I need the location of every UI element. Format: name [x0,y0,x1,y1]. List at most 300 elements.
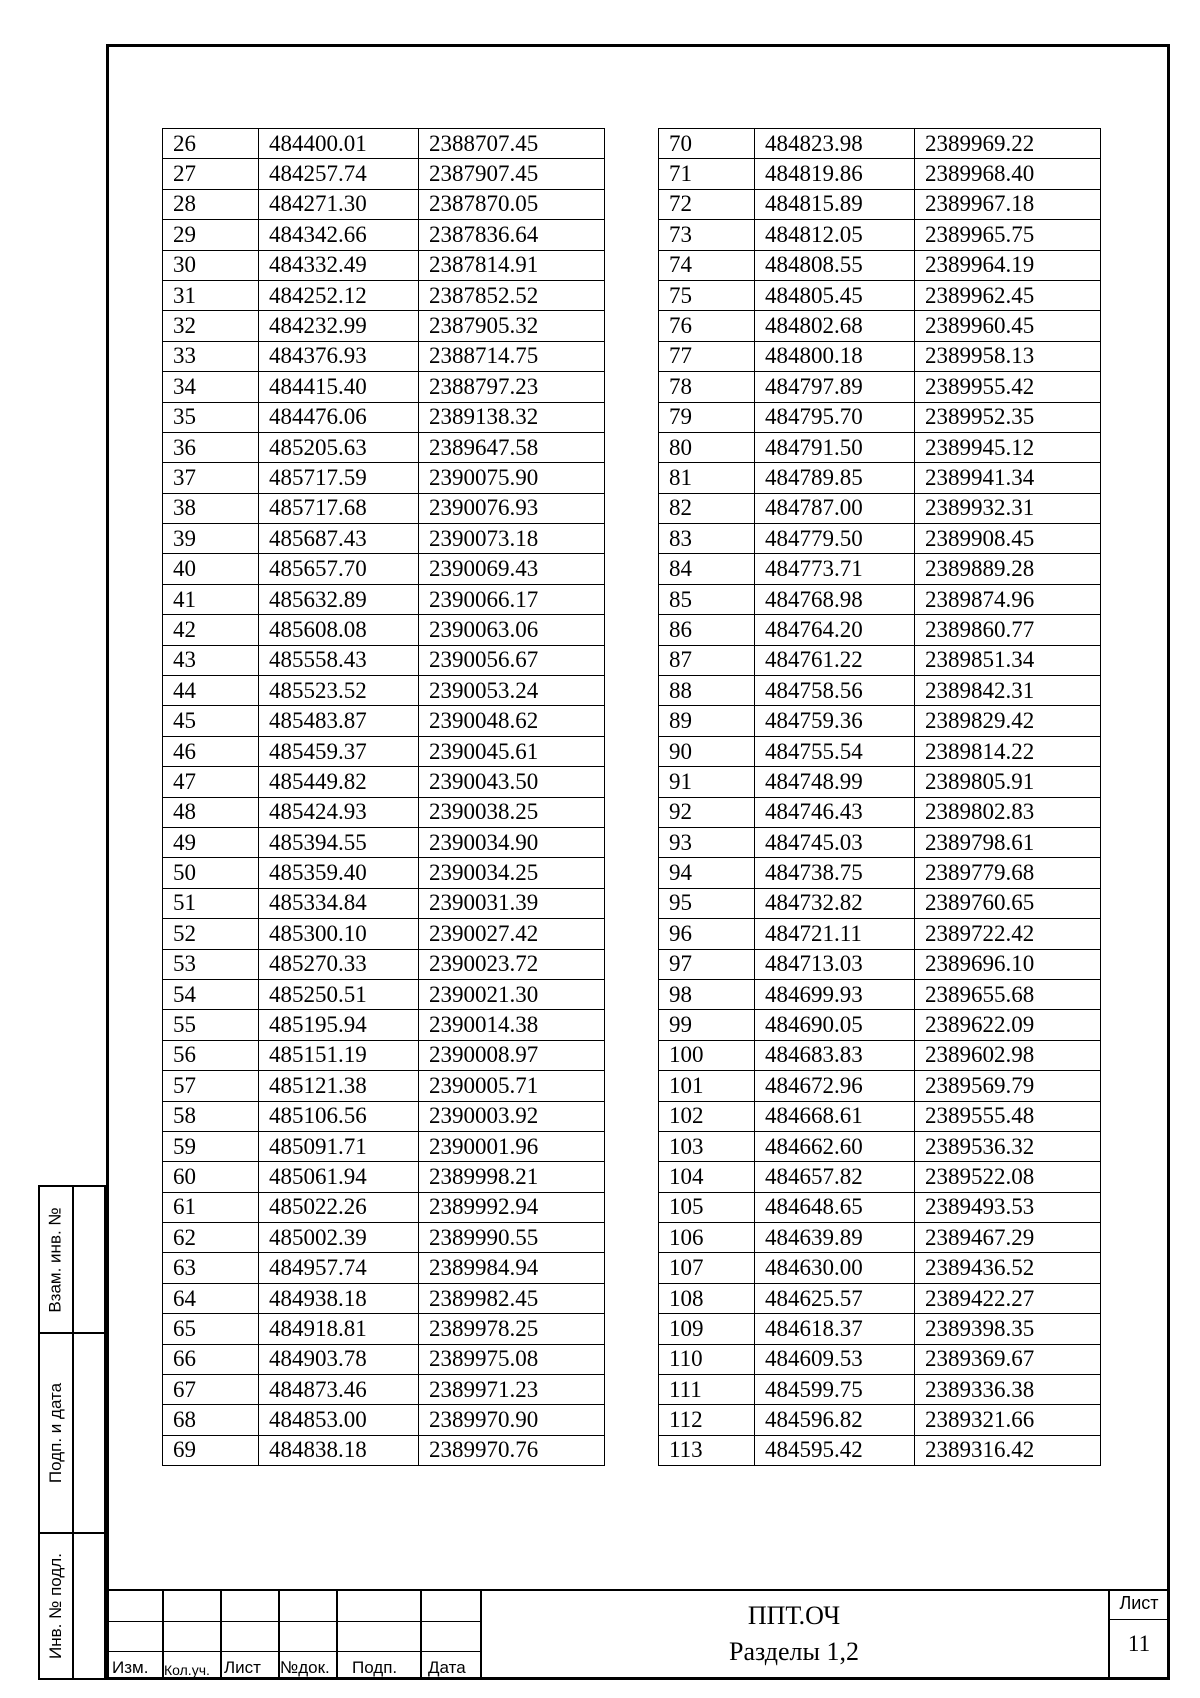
point-number: 67 [163,1375,259,1405]
coord-y: 2390075.90 [419,463,605,493]
coord-y: 2389965.75 [915,220,1101,250]
table-row [163,1344,605,1374]
coord-y: 2387852.52 [419,280,605,310]
coord-y: 2389622.09 [915,1010,1101,1040]
coord-y: 2389467.29 [915,1223,1101,1253]
table-row [659,1253,1101,1283]
table-row [659,1405,1101,1435]
coord-y: 2390053.24 [419,676,605,706]
table-row [163,1131,605,1161]
point-number: 83 [659,524,755,554]
table-row [163,615,605,645]
coord-x: 484873.46 [259,1375,419,1405]
coord-x: 484415.40 [259,372,419,402]
coord-y: 2389336.38 [915,1375,1101,1405]
coord-x: 484800.18 [755,341,915,371]
coord-y: 2389555.48 [915,1101,1101,1131]
point-number: 64 [163,1283,259,1313]
point-number: 95 [659,888,755,918]
point-number: 111 [659,1375,755,1405]
table-row [659,1314,1101,1344]
coord-y: 2390003.92 [419,1101,605,1131]
coord-x: 484779.50 [755,524,915,554]
coord-y: 2390023.72 [419,949,605,979]
coord-y: 2389970.90 [419,1405,605,1435]
coord-x: 485270.33 [259,949,419,979]
table-row [659,341,1101,371]
point-number: 52 [163,919,259,949]
table-row [659,706,1101,736]
table-row [659,554,1101,584]
table-row [659,979,1101,1009]
point-number: 53 [163,949,259,979]
table-row [659,1010,1101,1040]
table-row [659,250,1101,280]
table-row [659,1435,1101,1465]
point-number: 36 [163,432,259,462]
point-number: 61 [163,1192,259,1222]
point-number: 73 [659,220,755,250]
point-number: 49 [163,827,259,857]
point-number: 109 [659,1314,755,1344]
table-row [163,706,605,736]
table-row [659,220,1101,250]
coord-x: 485717.68 [259,493,419,523]
coord-x: 484903.78 [259,1344,419,1374]
point-number: 59 [163,1131,259,1161]
coord-x: 484232.99 [259,311,419,341]
coord-y: 2389422.27 [915,1283,1101,1313]
point-number: 34 [163,372,259,402]
coord-y: 2390001.96 [419,1131,605,1161]
coord-y: 2389722.42 [915,919,1101,949]
coord-y: 2390034.90 [419,827,605,857]
coord-y: 2389970.76 [419,1435,605,1465]
stamp-label-data: Дата [428,1658,466,1677]
table-row [163,1253,605,1283]
table-row [163,372,605,402]
point-number: 97 [659,949,755,979]
table-row [659,1101,1101,1131]
coord-y: 2389962.45 [915,280,1101,310]
title-block [106,1589,1170,1680]
point-number: 92 [659,797,755,827]
table-row [659,402,1101,432]
coord-y: 2389889.28 [915,554,1101,584]
table-row [659,372,1101,402]
table-row [163,1283,605,1313]
point-number: 113 [659,1435,755,1465]
point-number: 32 [163,311,259,341]
coord-x: 484758.56 [755,676,915,706]
table-row [163,736,605,766]
coord-x: 485608.08 [259,615,419,645]
table-row [659,432,1101,462]
table-row [659,1040,1101,1070]
table-row [163,189,605,219]
coord-x: 484257.74 [259,159,419,189]
table-row [163,797,605,827]
table-row [163,341,605,371]
document-title: Разделы 1,2 [728,1637,859,1666]
point-number: 96 [659,919,755,949]
table-row [659,1192,1101,1222]
table-row [163,129,605,159]
table-row [659,949,1101,979]
coord-x: 485687.43 [259,524,419,554]
coord-x: 484599.75 [755,1375,915,1405]
table-row [163,1314,605,1344]
coord-x: 484596.82 [755,1405,915,1435]
point-number: 91 [659,767,755,797]
coord-x: 484815.89 [755,189,915,219]
point-number: 39 [163,524,259,554]
coord-x: 485205.63 [259,432,419,462]
coord-x: 484853.00 [259,1405,419,1435]
point-number: 50 [163,858,259,888]
coord-y: 2389522.08 [915,1162,1101,1192]
coord-y: 2389990.55 [419,1223,605,1253]
coord-y: 2390005.71 [419,1071,605,1101]
coord-x: 484795.70 [755,402,915,432]
coord-y: 2388714.75 [419,341,605,371]
coord-x: 484755.54 [755,736,915,766]
table-row [659,736,1101,766]
coord-y: 2389569.79 [915,1071,1101,1101]
point-number: 94 [659,858,755,888]
coord-x: 484819.86 [755,159,915,189]
point-number: 78 [659,372,755,402]
document-code: ППТ.ОЧ [747,1601,841,1630]
coord-x: 484791.50 [755,432,915,462]
table-row [163,1192,605,1222]
coord-y: 2389369.67 [915,1344,1101,1374]
table-row [163,1071,605,1101]
point-number: 68 [163,1405,259,1435]
coord-x: 484746.43 [755,797,915,827]
point-number: 99 [659,1010,755,1040]
table-row [163,493,605,523]
coord-y: 2389760.65 [915,888,1101,918]
coord-x: 485091.71 [259,1131,419,1161]
point-number: 79 [659,402,755,432]
point-number: 29 [163,220,259,250]
coord-y: 2389958.13 [915,341,1101,371]
coord-x: 484683.83 [755,1040,915,1070]
table-row [163,1435,605,1465]
point-number: 70 [659,129,755,159]
coord-x: 484761.22 [755,645,915,675]
stamp-label-ndok: №док. [280,1658,330,1677]
point-number: 102 [659,1101,755,1131]
coord-y: 2388797.23 [419,372,605,402]
table-row [163,463,605,493]
coord-x: 484732.82 [755,888,915,918]
coord-y: 2390048.62 [419,706,605,736]
coord-y: 2390034.25 [419,858,605,888]
coord-x: 484918.81 [259,1314,419,1344]
coord-x: 485022.26 [259,1192,419,1222]
point-number: 110 [659,1344,755,1374]
coord-x: 484764.20 [755,615,915,645]
coord-x: 485300.10 [259,919,419,949]
point-number: 28 [163,189,259,219]
coord-x: 484672.96 [755,1071,915,1101]
coord-x: 484699.93 [755,979,915,1009]
coord-x: 485151.19 [259,1040,419,1070]
coord-y: 2389829.42 [915,706,1101,736]
table-row [163,1040,605,1070]
side-field-inv-podl [38,1532,106,1680]
table-row [163,858,605,888]
table-row [163,1223,605,1253]
point-number: 54 [163,979,259,1009]
coord-y: 2390008.97 [419,1040,605,1070]
coord-y: 2389602.98 [915,1040,1101,1070]
table-row [659,493,1101,523]
coord-x: 485717.59 [259,463,419,493]
table-row [659,1131,1101,1161]
coord-x: 484738.75 [755,858,915,888]
coord-x: 485483.87 [259,706,419,736]
point-number: 81 [659,463,755,493]
coord-y: 2390038.25 [419,797,605,827]
coord-y: 2389655.68 [915,979,1101,1009]
coord-x: 485106.56 [259,1101,419,1131]
side-label-vzam-inv: Взам. инв. № [46,1206,66,1313]
stamp-label-izm: Изм. [112,1658,149,1677]
point-number: 107 [659,1253,755,1283]
point-number: 27 [163,159,259,189]
sheet-label: Лист [1119,1593,1159,1613]
point-number: 69 [163,1435,259,1465]
side-field-podp-data [38,1332,106,1534]
point-number: 100 [659,1040,755,1070]
coord-x: 484938.18 [259,1283,419,1313]
table-row [163,524,605,554]
coord-y: 2390027.42 [419,919,605,949]
coord-x: 484662.60 [755,1131,915,1161]
table-row [659,1071,1101,1101]
table-row [659,858,1101,888]
coord-x: 485632.89 [259,584,419,614]
coord-y: 2390021.30 [419,979,605,1009]
coord-x: 484271.30 [259,189,419,219]
table-row [163,1101,605,1131]
coord-y: 2389941.34 [915,463,1101,493]
coord-y: 2390014.38 [419,1010,605,1040]
coord-y: 2389964.19 [915,250,1101,280]
point-number: 101 [659,1071,755,1101]
coord-y: 2389975.08 [419,1344,605,1374]
table-row [659,129,1101,159]
point-number: 103 [659,1131,755,1161]
point-number: 42 [163,615,259,645]
coord-x: 484789.85 [755,463,915,493]
coord-x: 485334.84 [259,888,419,918]
table-row [659,1162,1101,1192]
coord-x: 484838.18 [259,1435,419,1465]
table-row [163,1010,605,1040]
coord-y: 2389696.10 [915,949,1101,979]
point-number: 72 [659,189,755,219]
coord-y: 2390045.61 [419,736,605,766]
table-row [659,1283,1101,1313]
coord-y: 2390073.18 [419,524,605,554]
table-row [163,554,605,584]
coord-y: 2387814.91 [419,250,605,280]
coord-x: 484630.00 [755,1253,915,1283]
coord-x: 484639.89 [755,1223,915,1253]
table-row [163,919,605,949]
coord-y: 2389842.31 [915,676,1101,706]
point-number: 41 [163,584,259,614]
point-number: 35 [163,402,259,432]
table-row [163,676,605,706]
coord-y: 2389971.23 [419,1375,605,1405]
coord-y: 2389316.42 [915,1435,1101,1465]
side-field-vzam-inv [38,1185,106,1334]
coord-y: 2387907.45 [419,159,605,189]
coord-y: 2389984.94 [419,1253,605,1283]
table-row [163,1375,605,1405]
coord-y: 2390031.39 [419,888,605,918]
coord-y: 2390043.50 [419,767,605,797]
coord-x: 484252.12 [259,280,419,310]
coord-y: 2389968.40 [915,159,1101,189]
point-number: 55 [163,1010,259,1040]
table-row [659,676,1101,706]
point-number: 85 [659,584,755,614]
point-number: 44 [163,676,259,706]
table-row [163,767,605,797]
point-number: 43 [163,645,259,675]
table-row [163,1405,605,1435]
coord-y: 2390076.93 [419,493,605,523]
coord-x: 485061.94 [259,1162,419,1192]
coord-y: 2389860.77 [915,615,1101,645]
point-number: 75 [659,280,755,310]
coord-x: 484668.61 [755,1101,915,1131]
point-number: 77 [659,341,755,371]
coord-y: 2389814.22 [915,736,1101,766]
table-row [659,615,1101,645]
coord-y: 2389982.45 [419,1283,605,1313]
coord-x: 484595.42 [755,1435,915,1465]
coord-x: 484773.71 [755,554,915,584]
point-number: 104 [659,1162,755,1192]
point-number: 90 [659,736,755,766]
coord-y: 2389398.35 [915,1314,1101,1344]
coord-y: 2389536.32 [915,1131,1101,1161]
point-number: 30 [163,250,259,280]
coord-y: 2390066.17 [419,584,605,614]
table-row [659,767,1101,797]
point-number: 80 [659,432,755,462]
point-number: 26 [163,129,259,159]
table-row [163,979,605,1009]
coord-x: 484342.66 [259,220,419,250]
coord-x: 485195.94 [259,1010,419,1040]
point-number: 112 [659,1405,755,1435]
coord-x: 484657.82 [755,1162,915,1192]
coord-y: 2389908.45 [915,524,1101,554]
coord-x: 484805.45 [755,280,915,310]
table-row [163,645,605,675]
table-row [659,189,1101,219]
table-row [659,1375,1101,1405]
point-number: 57 [163,1071,259,1101]
point-number: 87 [659,645,755,675]
coord-x: 484808.55 [755,250,915,280]
stamp-label-list: Лист [224,1658,261,1677]
point-number: 66 [163,1344,259,1374]
coord-x: 484648.65 [755,1192,915,1222]
stamp-label-podp: Подп. [352,1658,398,1677]
point-number: 40 [163,554,259,584]
point-number: 38 [163,493,259,523]
table-row [659,463,1101,493]
point-number: 46 [163,736,259,766]
table-row [659,888,1101,918]
coord-x: 484957.74 [259,1253,419,1283]
table-row [163,402,605,432]
point-number: 71 [659,159,755,189]
coordinates-table-right [658,128,1101,1466]
point-number: 65 [163,1314,259,1344]
table-row [659,584,1101,614]
point-number: 51 [163,888,259,918]
point-number: 88 [659,676,755,706]
point-number: 48 [163,797,259,827]
coord-y: 2389436.52 [915,1253,1101,1283]
table-row [163,159,605,189]
coord-x: 485459.37 [259,736,419,766]
table-row [659,797,1101,827]
point-number: 47 [163,767,259,797]
coord-x: 485558.43 [259,645,419,675]
coord-y: 2389802.83 [915,797,1101,827]
coord-x: 484713.03 [755,949,915,979]
table-row [163,311,605,341]
side-label-inv-podl: Инв. № подл. [46,1553,65,1659]
point-number: 89 [659,706,755,736]
coord-y: 2389978.25 [419,1314,605,1344]
table-row [659,159,1101,189]
table-row [659,280,1101,310]
coord-x: 485394.55 [259,827,419,857]
coord-x: 485121.38 [259,1071,419,1101]
point-number: 58 [163,1101,259,1131]
coord-x: 484812.05 [755,220,915,250]
coord-y: 2389932.31 [915,493,1101,523]
coordinates-table-left [162,128,605,1466]
table-row [659,524,1101,554]
table-row [163,827,605,857]
table-row [163,1162,605,1192]
point-number: 37 [163,463,259,493]
point-number: 60 [163,1162,259,1192]
coord-y: 2389945.12 [915,432,1101,462]
coord-x: 484625.57 [755,1283,915,1313]
coord-y: 2390069.43 [419,554,605,584]
table-row [163,220,605,250]
coord-x: 484745.03 [755,827,915,857]
point-number: 105 [659,1192,755,1222]
table-row [659,645,1101,675]
coord-x: 484476.06 [259,402,419,432]
point-number: 33 [163,341,259,371]
